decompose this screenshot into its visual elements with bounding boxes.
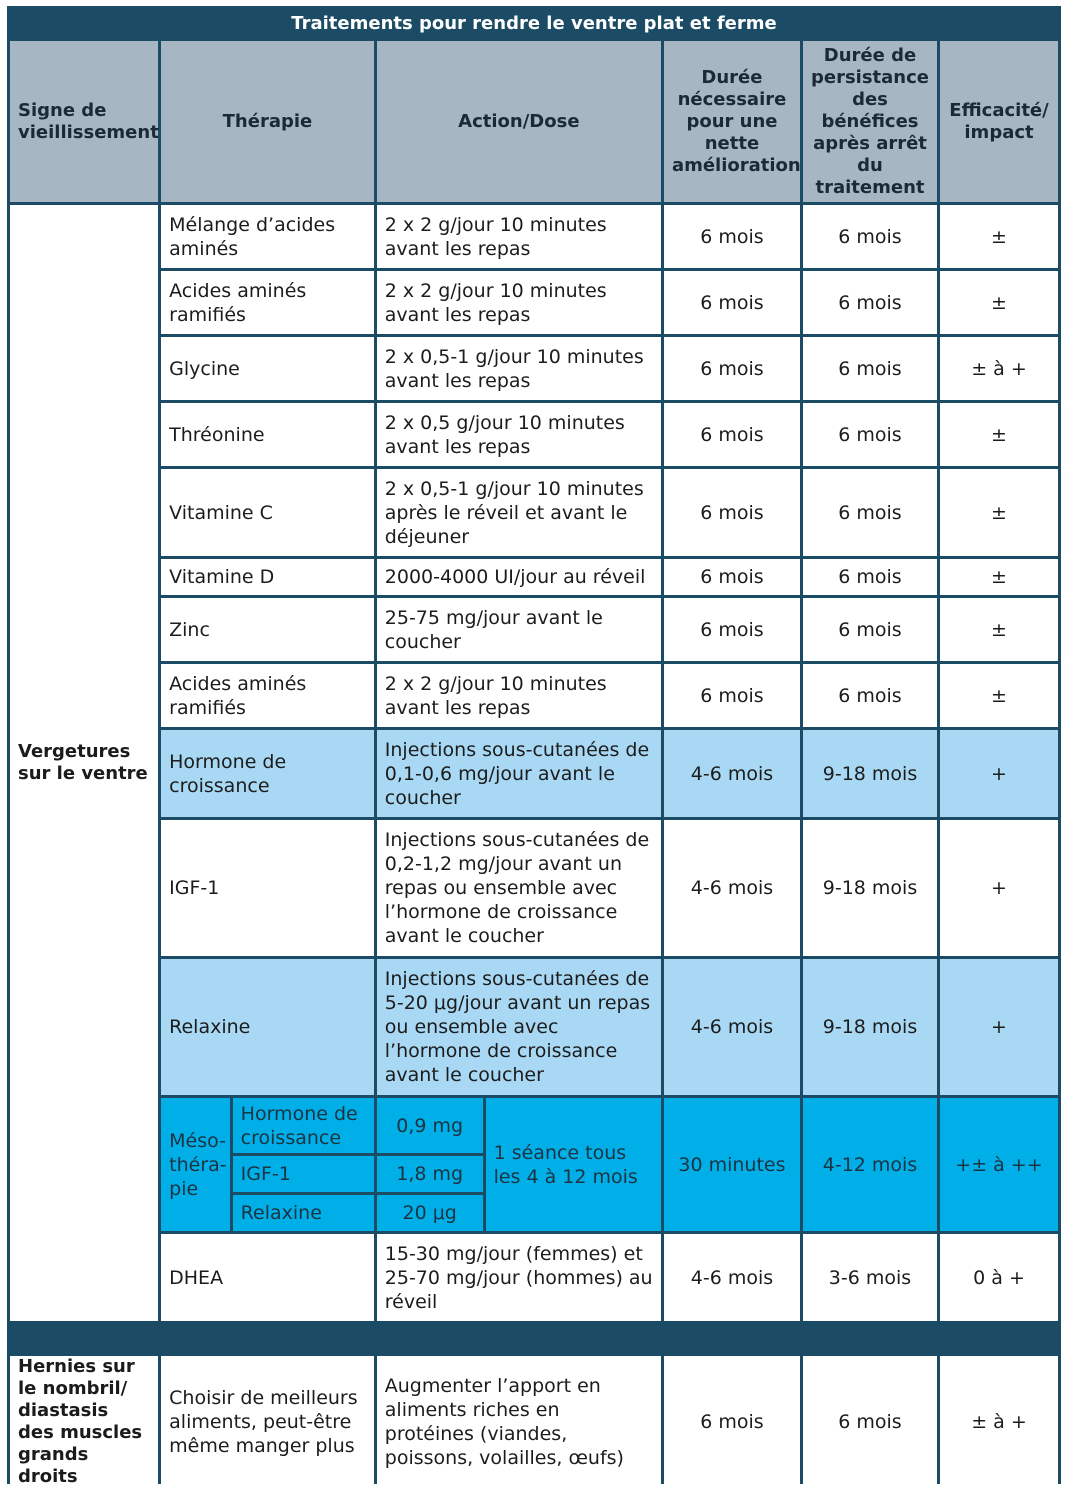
efficacy-cell: ± (940, 598, 1058, 661)
table-title: Traitements pour rendre le ventre plat et ferme (10, 9, 1058, 38)
duration-cell: 4-6 mois (664, 820, 800, 956)
therapy-cell: Glycine (161, 337, 374, 400)
mesotherapy-label: Méso-théra-pie (161, 1098, 230, 1231)
duration-cell: 6 mois (664, 271, 800, 334)
action-cell: 2 x 2 g/jour 10 minutes avant les repas (377, 664, 661, 727)
efficacy-cell: ± à + (940, 1356, 1058, 1488)
header-row (10, 41, 1058, 202)
efficacy-cell: ± (940, 469, 1058, 556)
table-row (10, 403, 1058, 466)
header-persistence: Durée de persistance des bénéfices après arrêt du traitement (803, 41, 937, 202)
efficacy-cell: ± (940, 559, 1058, 595)
duration-cell: 6 mois (664, 403, 800, 466)
table-row (10, 664, 1058, 727)
therapy-cell: Choisir de meilleurs aliments, peut-être même manger plus (161, 1356, 374, 1488)
action-cell: 15-30 mg/jour (femmes) et 25-70 mg/jour (hommes) au réveil (377, 1234, 661, 1321)
header-action: Action/Dose (377, 41, 661, 202)
persistence-cell: 9-18 mois (803, 959, 937, 1095)
persistence-cell: 6 mois (803, 271, 937, 334)
duration-cell: 6 mois (664, 205, 800, 268)
table-row (10, 271, 1058, 334)
persistence-cell: 6 mois (803, 559, 937, 595)
table-row (10, 1356, 1058, 1488)
treatment-table (7, 6, 1061, 1491)
duration-cell: 6 mois (664, 469, 800, 556)
therapy-cell: Relaxine (161, 959, 374, 1095)
table-row (10, 559, 1058, 595)
persistence-cell: 6 mois (803, 337, 937, 400)
table-row (10, 1234, 1058, 1321)
table-row (10, 337, 1058, 400)
table-row (10, 598, 1058, 661)
duration-cell: 4-6 mois (664, 730, 800, 817)
header-therapy: Thérapie (161, 41, 374, 202)
meso-item-name: Hormone de croissance (233, 1098, 374, 1153)
persistence-cell: 6 mois (803, 469, 937, 556)
therapy-cell: Mélange d’acides aminés (161, 205, 374, 268)
action-cell: Augmenter l’apport en aliments riches en protéines (viandes, poissons, volailles, œufs) (377, 1356, 661, 1488)
duration-cell: 4-6 mois (664, 1234, 800, 1321)
action-cell: 2 x 2 g/jour 10 minutes avant les repas (377, 271, 661, 334)
therapy-cell: IGF-1 (161, 820, 374, 956)
meso-item-dose: 1,8 mg (377, 1156, 483, 1192)
efficacy-cell: ± (940, 664, 1058, 727)
meso-item-dose: 20 μg (377, 1195, 483, 1231)
persistence-cell: 6 mois (803, 598, 937, 661)
efficacy-cell: ± (940, 271, 1058, 334)
duration-cell: 6 mois (664, 664, 800, 727)
efficacy-cell: ± (940, 205, 1058, 268)
sign-vergetures: Vergetures sur le ventre (10, 205, 158, 1321)
meso-item-name: IGF-1 (233, 1156, 374, 1192)
action-cell: 2 x 0,5 g/jour 10 minutes avant les repas (377, 403, 661, 466)
efficacy-cell: + (940, 820, 1058, 956)
persistence-cell: 3-6 mois (803, 1234, 937, 1321)
meso-duration: 30 minutes (664, 1098, 800, 1231)
persistence-cell: 9-18 mois (803, 730, 937, 817)
efficacy-cell: ± (940, 403, 1058, 466)
meso-persistence: 4-12 mois (803, 1098, 937, 1231)
action-cell: 2000-4000 UI/jour au réveil (377, 559, 661, 595)
therapy-cell: Hormone de croissance (161, 730, 374, 817)
treatment-table-frame (7, 6, 1061, 1487)
duration-cell: 6 mois (664, 598, 800, 661)
duration-cell: 4-6 mois (664, 959, 800, 1095)
section-separator (10, 1324, 1058, 1353)
meso-item-dose: 0,9 mg (377, 1098, 483, 1153)
therapy-cell: Acides aminés ramifiés (161, 664, 374, 727)
persistence-cell: 6 mois (803, 664, 937, 727)
table-row (10, 469, 1058, 556)
duration-cell: 6 mois (664, 1356, 800, 1488)
duration-cell: 6 mois (664, 559, 800, 595)
therapy-cell: Thréonine (161, 403, 374, 466)
persistence-cell: 6 mois (803, 1356, 937, 1488)
action-cell: 2 x 2 g/jour 10 minutes avant les repas (377, 205, 661, 268)
action-cell: 2 x 0,5-1 g/jour 10 minutes avant les repas (377, 337, 661, 400)
table-row (10, 730, 1058, 817)
meso-frequency: 1 séance tous les 4 à 12 mois (486, 1098, 661, 1231)
header-sign: Signe de vieillissement (10, 41, 158, 202)
efficacy-cell: 0 à + (940, 1234, 1058, 1321)
table-row (10, 959, 1058, 1095)
efficacy-cell: + (940, 959, 1058, 1095)
action-cell: Injections sous-cutanées de 0,1-0,6 mg/jour avant le coucher (377, 730, 661, 817)
persistence-cell: 6 mois (803, 205, 937, 268)
header-duration: Durée nécessaire pour une nette amélioration (664, 41, 800, 202)
action-cell: Injections sous-cutanées de 0,2-1,2 mg/jour avant un repas ou ensemble avec l’hormone de croissance avant le coucher (377, 820, 661, 956)
therapy-cell: DHEA (161, 1234, 374, 1321)
therapy-cell: Acides aminés ramifiés (161, 271, 374, 334)
mesotherapy-row (10, 1098, 1058, 1153)
efficacy-cell: ± à + (940, 337, 1058, 400)
persistence-cell: 6 mois (803, 403, 937, 466)
header-efficacy: Efficacité/ impact (940, 41, 1058, 202)
table-row (10, 820, 1058, 956)
efficacy-cell: + (940, 730, 1058, 817)
therapy-cell: Vitamine D (161, 559, 374, 595)
meso-item-name: Relaxine (233, 1195, 374, 1231)
table-row (10, 205, 1058, 268)
action-cell: 25-75 mg/jour avant le coucher (377, 598, 661, 661)
therapy-cell: Vitamine C (161, 469, 374, 556)
duration-cell: 6 mois (664, 337, 800, 400)
sign-hernies: Hernies sur le nombril/ diastasis des muscles grands droits (10, 1356, 158, 1488)
action-cell: 2 x 0,5-1 g/jour 10 minutes après le réveil et avant le déjeuner (377, 469, 661, 556)
action-cell: Injections sous-cutanées de 5-20 μg/jour avant un repas ou ensemble avec l’hormone de croissance avant le coucher (377, 959, 661, 1095)
persistence-cell: 9-18 mois (803, 820, 937, 956)
therapy-cell: Zinc (161, 598, 374, 661)
meso-efficacy: +± à ++ (940, 1098, 1058, 1231)
